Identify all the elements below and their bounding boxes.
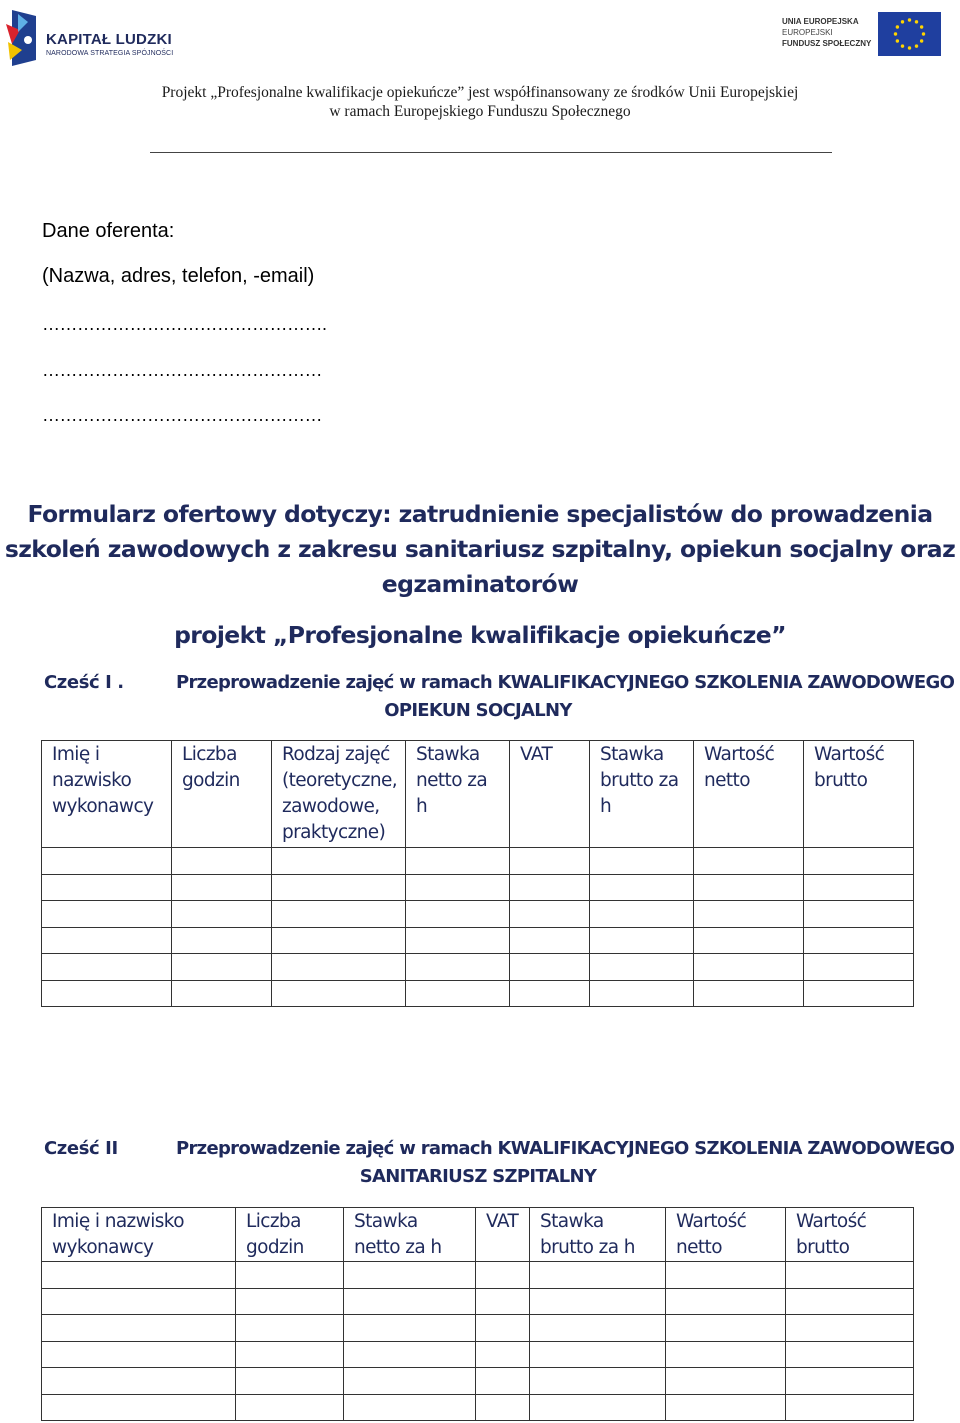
- table-cell-input[interactable]: [272, 980, 406, 1007]
- table-cell-input[interactable]: [272, 848, 406, 875]
- table-cell-input[interactable]: [42, 1394, 236, 1421]
- table-row: [42, 927, 914, 954]
- table-row: [42, 1368, 914, 1395]
- table-cell-input[interactable]: [786, 1315, 914, 1342]
- eu-efs-logo: [782, 12, 945, 58]
- column-header-text: netto za: [416, 770, 488, 791]
- table-cell-input[interactable]: [510, 848, 590, 875]
- form-title-line1: Formularz ofertowy dotyczy: zatrudnienie specjalistów do prowadzenia: [27, 500, 933, 528]
- table-cell-input[interactable]: [694, 927, 804, 954]
- table-cell-input[interactable]: [590, 874, 694, 901]
- table-cell-input[interactable]: [694, 874, 804, 901]
- table-cell-input[interactable]: [786, 1368, 914, 1395]
- table-cell-input[interactable]: [42, 1288, 236, 1315]
- table-cell-input[interactable]: [694, 980, 804, 1007]
- part2-column-header: [666, 1208, 786, 1262]
- table-cell-input[interactable]: [666, 1341, 786, 1368]
- part1-label: Cześć I .: [44, 672, 124, 693]
- table-cell-input[interactable]: [236, 1288, 344, 1315]
- table-cell-input[interactable]: [530, 1262, 666, 1289]
- column-header-text: netto: [676, 1237, 722, 1258]
- part1-column-header: [42, 741, 172, 848]
- table-cell-input[interactable]: [42, 874, 172, 901]
- part1-heading-line2: OPIEKUN SOCJALNY: [384, 700, 572, 721]
- column-header-text: godzin: [246, 1237, 304, 1258]
- kapital-ludzki-subtitle: NARODOWA STRATEGIA SPÓJNOŚCI: [46, 50, 174, 57]
- table-cell-input[interactable]: [510, 874, 590, 901]
- table-cell-input[interactable]: [406, 901, 510, 928]
- bidder-dots-line[interactable]: ………………………………………….: [42, 314, 327, 334]
- table-row: [42, 980, 914, 1007]
- table-cell-input[interactable]: [804, 874, 914, 901]
- column-header-text: Rodzaj zajęć: [282, 744, 390, 765]
- part2-label: Cześć II: [44, 1138, 118, 1159]
- table-row: [42, 1341, 914, 1368]
- part1-column-header: [804, 741, 914, 848]
- eu-star-icon: [920, 39, 923, 42]
- table-cell-input[interactable]: [666, 1315, 786, 1342]
- eu-flag-icon: [878, 12, 941, 56]
- table-row: [42, 1262, 914, 1289]
- table-cell-input[interactable]: [272, 927, 406, 954]
- eu-star-icon: [901, 20, 904, 23]
- table-cell-input[interactable]: [476, 1394, 530, 1421]
- kapital-ludzki-logo: [6, 10, 174, 68]
- column-header-text: praktyczne): [282, 822, 386, 843]
- header-divider: [150, 152, 832, 153]
- column-header-text: Liczba: [182, 744, 237, 765]
- table-cell-input[interactable]: [804, 954, 914, 981]
- table-cell-input[interactable]: [590, 954, 694, 981]
- column-header-text: Stawka: [354, 1211, 418, 1232]
- table-cell-input[interactable]: [530, 1288, 666, 1315]
- part1-header-row: [42, 741, 914, 848]
- table-cell-input[interactable]: [406, 874, 510, 901]
- table-cell-input[interactable]: [530, 1341, 666, 1368]
- table-row: [42, 954, 914, 981]
- table-row: [42, 1288, 914, 1315]
- table-cell-input[interactable]: [510, 980, 590, 1007]
- table-cell-input[interactable]: [42, 980, 172, 1007]
- table-cell-input[interactable]: [786, 1394, 914, 1421]
- column-header-text: Wartość: [796, 1211, 867, 1232]
- part1-column-header: [510, 741, 590, 848]
- column-header-text: brutto: [814, 770, 868, 791]
- table-cell-input[interactable]: [476, 1288, 530, 1315]
- table-cell-input[interactable]: [530, 1315, 666, 1342]
- bidder-label: Dane oferenta:: [42, 220, 175, 242]
- table-row: [42, 874, 914, 901]
- column-header-text: netto: [704, 770, 750, 791]
- eu-star-icon: [896, 25, 899, 28]
- column-header-text: brutto: [796, 1237, 850, 1258]
- table-cell-input[interactable]: [236, 1262, 344, 1289]
- table-cell-input[interactable]: [804, 980, 914, 1007]
- table-cell-input[interactable]: [172, 980, 272, 1007]
- column-header-text: wykonawcy: [52, 796, 154, 817]
- table-cell-input[interactable]: [476, 1262, 530, 1289]
- eu-star-icon: [901, 44, 904, 47]
- table-cell-input[interactable]: [476, 1315, 530, 1342]
- part1-column-header: [694, 741, 804, 848]
- part2-heading-line2: SANITARIUSZ SZPITALNY: [359, 1166, 597, 1187]
- part2-column-header: [344, 1208, 476, 1262]
- table-cell-input[interactable]: [272, 954, 406, 981]
- project-cofinancing-line1: Projekt „Profesjonalne kwalifikacje opiekuńcze” jest współfinansowany ze środków Unii Europejskiej: [161, 84, 799, 101]
- column-header-text: Wartość: [704, 744, 775, 765]
- table-cell-input[interactable]: [694, 901, 804, 928]
- form-title-line3: egzaminatorów: [381, 570, 579, 598]
- eu-logo-line2: EUROPEJSKI: [782, 28, 833, 37]
- table-cell-input[interactable]: [42, 1341, 236, 1368]
- table-cell-input[interactable]: [804, 848, 914, 875]
- table-cell-input[interactable]: [344, 1341, 476, 1368]
- part2-column-header: [786, 1208, 914, 1262]
- table-row: [42, 1394, 914, 1421]
- form-title-project: projekt „Profesjonalne kwalifikacje opiekuńcze”: [174, 621, 786, 649]
- table-cell-input[interactable]: [510, 954, 590, 981]
- table-cell-input[interactable]: [530, 1368, 666, 1395]
- column-header-text: Wartość: [676, 1211, 747, 1232]
- table-cell-input[interactable]: [786, 1341, 914, 1368]
- table-cell-input[interactable]: [42, 901, 172, 928]
- table-cell-input[interactable]: [344, 1288, 476, 1315]
- table-cell-input[interactable]: [344, 1315, 476, 1342]
- column-header-text: brutto za: [600, 770, 679, 791]
- part1-column-header: [406, 741, 510, 848]
- part1-column-header: [272, 741, 406, 848]
- table-cell-input[interactable]: [272, 901, 406, 928]
- column-header-text: Stawka: [540, 1211, 604, 1232]
- table-cell-input[interactable]: [42, 954, 172, 981]
- column-header-text: netto za h: [354, 1237, 442, 1258]
- table-cell-input[interactable]: [42, 1368, 236, 1395]
- table-cell-input[interactable]: [476, 1341, 530, 1368]
- table-cell-input[interactable]: [590, 980, 694, 1007]
- table-cell-input[interactable]: [406, 954, 510, 981]
- table-cell-input[interactable]: [42, 1315, 236, 1342]
- eu-star-icon: [894, 32, 897, 35]
- table-cell-input[interactable]: [786, 1262, 914, 1289]
- column-header-text: Stawka: [416, 744, 480, 765]
- part2-column-header: [476, 1208, 530, 1262]
- column-header-text: Wartość: [814, 744, 885, 765]
- eu-star-icon: [915, 44, 918, 47]
- eu-logo-line3: FUNDUSZ SPOŁECZNY: [782, 39, 872, 48]
- table-cell-input[interactable]: [786, 1288, 914, 1315]
- table-cell-input[interactable]: [344, 1262, 476, 1289]
- table-cell-input[interactable]: [42, 927, 172, 954]
- table-cell-input[interactable]: [172, 954, 272, 981]
- table-cell-input[interactable]: [236, 1368, 344, 1395]
- column-header-text: zawodowe,: [282, 796, 380, 817]
- column-header-text: godzin: [182, 770, 240, 791]
- table-row: [42, 901, 914, 928]
- column-header-text: wykonawcy: [52, 1237, 154, 1258]
- column-header-text: Stawka: [600, 744, 664, 765]
- table-cell-input[interactable]: [530, 1394, 666, 1421]
- table-cell-input[interactable]: [172, 874, 272, 901]
- table-cell-input[interactable]: [344, 1394, 476, 1421]
- table-cell-input[interactable]: [42, 1262, 236, 1289]
- part2-header-row: [42, 1208, 914, 1262]
- table-cell-input[interactable]: [510, 901, 590, 928]
- part2-column-header: [236, 1208, 344, 1262]
- table-cell-input[interactable]: [236, 1341, 344, 1368]
- eu-star-icon: [915, 20, 918, 23]
- eu-star-icon: [920, 25, 923, 28]
- column-header-text: Liczba: [246, 1211, 301, 1232]
- table-cell-input[interactable]: [590, 848, 694, 875]
- table-cell-input[interactable]: [804, 901, 914, 928]
- form-title-line2: szkoleń zawodowych z zakresu sanitariusz szpitalny, opiekun socjalny oraz: [4, 535, 956, 563]
- table-cell-input[interactable]: [590, 901, 694, 928]
- bidder-dots-line[interactable]: …………………………………………: [42, 360, 322, 380]
- table-cell-input[interactable]: [272, 874, 406, 901]
- column-header-text: VAT: [486, 1211, 519, 1232]
- table-cell-input[interactable]: [172, 848, 272, 875]
- eu-star-icon: [896, 39, 899, 42]
- table-cell-input[interactable]: [666, 1394, 786, 1421]
- part2-column-header: [42, 1208, 236, 1262]
- table-cell-input[interactable]: [236, 1394, 344, 1421]
- table-cell-input[interactable]: [804, 927, 914, 954]
- eu-star-icon: [922, 32, 925, 35]
- column-header-text: h: [416, 796, 428, 817]
- part2-table: [41, 1207, 914, 1421]
- eu-star-icon: [908, 18, 911, 21]
- column-header-text: VAT: [520, 744, 553, 765]
- column-header-text: nazwisko: [52, 770, 132, 791]
- eu-star-icon: [908, 46, 911, 49]
- table-cell-input[interactable]: [236, 1315, 344, 1342]
- column-header-text: Imię i: [52, 744, 100, 765]
- part1-column-header: [590, 741, 694, 848]
- part1-heading-line1: Przeprowadzenie zajęć w ramach KWALIFIKACYJNEGO SZKOLENIA ZAWODOWEGO: [176, 672, 955, 693]
- eu-logo-text: [782, 16, 871, 49]
- table-cell-input[interactable]: [590, 927, 694, 954]
- bidder-dots-line[interactable]: …………………………………………: [42, 405, 322, 425]
- table-cell-input[interactable]: [694, 954, 804, 981]
- table-cell-input[interactable]: [172, 927, 272, 954]
- table-cell-input[interactable]: [666, 1262, 786, 1289]
- part2-heading-line1: Przeprowadzenie zajęć w ramach KWALIFIKACYJNEGO SZKOLENIA ZAWODOWEGO: [176, 1138, 955, 1159]
- column-header-text: h: [600, 796, 612, 817]
- table-cell-input[interactable]: [172, 901, 272, 928]
- table-cell-input[interactable]: [406, 848, 510, 875]
- part1-column-header: [172, 741, 272, 848]
- project-cofinancing-line2: w ramach Europejskiego Funduszu Społecznego: [329, 103, 631, 120]
- table-row: [42, 848, 914, 875]
- table-cell-input[interactable]: [666, 1288, 786, 1315]
- table-cell-input[interactable]: [476, 1368, 530, 1395]
- column-header-text: brutto za h: [540, 1237, 635, 1258]
- table-cell-input[interactable]: [694, 848, 804, 875]
- table-cell-input[interactable]: [510, 927, 590, 954]
- table-row: [42, 1315, 914, 1342]
- kapital-ludzki-title: KAPITAŁ LUDZKI: [46, 31, 172, 48]
- part2-column-header: [530, 1208, 666, 1262]
- table-cell-input[interactable]: [666, 1368, 786, 1395]
- kapital-ludzki-emblem-icon: [6, 10, 40, 66]
- eu-logo-line1: UNIA EUROPEJSKA: [782, 17, 859, 26]
- bidder-fields: (Nazwa, adres, telefon, -email): [42, 265, 315, 287]
- part1-table: [41, 740, 914, 1007]
- table-cell-input[interactable]: [406, 980, 510, 1007]
- table-cell-input[interactable]: [344, 1368, 476, 1395]
- table-cell-input[interactable]: [42, 848, 172, 875]
- table-cell-input[interactable]: [406, 927, 510, 954]
- column-header-text: (teoretyczne,: [282, 770, 398, 791]
- column-header-text: Imię i nazwisko: [52, 1211, 184, 1232]
